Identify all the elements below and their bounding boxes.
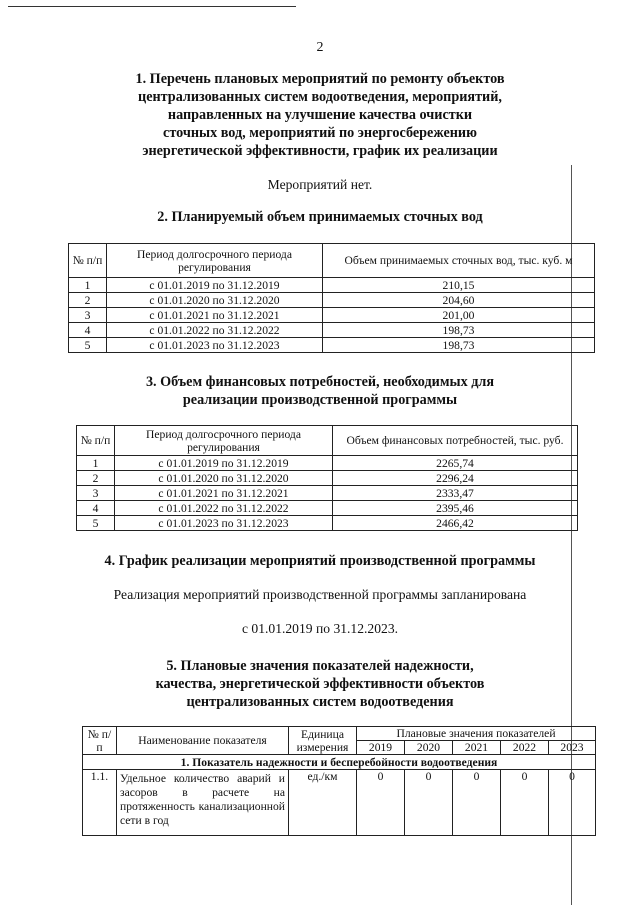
table-row bbox=[69, 308, 595, 323]
row-number: 2 bbox=[69, 293, 107, 308]
table-row bbox=[77, 456, 578, 471]
table-row bbox=[77, 501, 578, 516]
indicators-table bbox=[82, 726, 596, 836]
col-header-year: 2023 bbox=[549, 741, 596, 755]
row-number: 3 bbox=[69, 308, 107, 323]
header-rule bbox=[8, 6, 296, 7]
row-period: с 01.01.2022 по 31.12.2022 bbox=[107, 323, 323, 338]
section4-text-line1: Реализация мероприятий производственной программы запланирована bbox=[113, 587, 527, 602]
row-volume: 210,15 bbox=[323, 278, 595, 293]
table-row bbox=[69, 293, 595, 308]
section3-title-line: 3. Объем финансовых потребностей, необходимых для bbox=[145, 374, 495, 390]
row-period: с 01.01.2023 по 31.12.2023 bbox=[115, 516, 333, 531]
row-volume: 204,60 bbox=[323, 293, 595, 308]
table-row bbox=[83, 770, 596, 836]
row-finance: 2296,24 bbox=[333, 471, 578, 486]
group-header-reliability: 1. Показатель надежности и бесперебойности водоотведения bbox=[83, 755, 596, 770]
section1-title-line: 1. Перечень плановых мероприятий по ремонту объектов bbox=[135, 71, 505, 87]
row-period: с 01.01.2022 по 31.12.2022 bbox=[115, 501, 333, 516]
col-header-number: № п/п bbox=[83, 727, 117, 755]
section5-title-line: 5. Плановые значения показателей надежности, bbox=[166, 658, 474, 674]
col-header-period: Период долгосрочного периода регулирования bbox=[115, 426, 333, 456]
table-row bbox=[77, 486, 578, 501]
section5-title-line: качества, энергетической эффективности объектов bbox=[155, 676, 485, 692]
col-header-number: № п/п bbox=[69, 244, 107, 278]
col-header-period: Период долгосрочного периода регулирования bbox=[107, 244, 323, 278]
section1-text: Мероприятий нет. bbox=[267, 177, 373, 192]
section1-title-line: энергетической эффективности, график их реализации bbox=[142, 143, 498, 159]
section4-title bbox=[0, 552, 640, 570]
col-header-finance: Объем финансовых потребностей, тыс. руб. bbox=[333, 426, 578, 456]
row-number: 2 bbox=[77, 471, 115, 486]
financial-needs-table bbox=[76, 425, 578, 531]
section3-title bbox=[0, 373, 640, 409]
row-value-2023: 0 bbox=[549, 770, 596, 836]
row-value-2019: 0 bbox=[357, 770, 405, 836]
row-period: с 01.01.2019 по 31.12.2019 bbox=[107, 278, 323, 293]
row-value-2021: 0 bbox=[453, 770, 501, 836]
section5-title-line: централизованных систем водоотведения bbox=[186, 694, 454, 710]
row-period: с 01.01.2023 по 31.12.2023 bbox=[107, 338, 323, 353]
col-header-year: 2019 bbox=[357, 741, 405, 755]
section4-text-line2: с 01.01.2019 по 31.12.2023. bbox=[241, 621, 399, 636]
col-header-unit: Единица измерения bbox=[289, 727, 357, 755]
table-row bbox=[69, 338, 595, 353]
col-header-planned-values: Плановые значения показателей bbox=[357, 727, 596, 741]
row-period: с 01.01.2021 по 31.12.2021 bbox=[115, 486, 333, 501]
row-number: 4 bbox=[69, 323, 107, 338]
row-number: 3 bbox=[77, 486, 115, 501]
row-number: 5 bbox=[77, 516, 115, 531]
page-number: 2 bbox=[316, 40, 324, 55]
row-period: с 01.01.2020 по 31.12.2020 bbox=[115, 471, 333, 486]
row-finance: 2265,74 bbox=[333, 456, 578, 471]
row-number: 1.1. bbox=[83, 770, 117, 836]
col-header-indicator-name: Наименование показателя bbox=[117, 727, 289, 755]
row-number: 4 bbox=[77, 501, 115, 516]
section4-title-text: 4. График реализации мероприятий производственной программы bbox=[104, 553, 536, 569]
col-header-year: 2022 bbox=[501, 741, 549, 755]
row-finance: 2333,47 bbox=[333, 486, 578, 501]
row-finance: 2466,42 bbox=[333, 516, 578, 531]
row-volume: 201,00 bbox=[323, 308, 595, 323]
row-number: 5 bbox=[69, 338, 107, 353]
row-value-2022: 0 bbox=[501, 770, 549, 836]
row-volume: 198,73 bbox=[323, 338, 595, 353]
section2-title bbox=[0, 208, 640, 226]
row-finance: 2395,46 bbox=[333, 501, 578, 516]
section1-title-line: централизованных систем водоотведения, мероприятий, bbox=[138, 89, 502, 105]
table-row bbox=[69, 323, 595, 338]
table-row bbox=[77, 516, 578, 531]
table-row bbox=[77, 471, 578, 486]
section1-title bbox=[0, 70, 640, 160]
section1-title-line: сточных вод, мероприятий по энергосбережению bbox=[163, 125, 477, 141]
row-period: с 01.01.2020 по 31.12.2020 bbox=[107, 293, 323, 308]
row-number: 1 bbox=[69, 278, 107, 293]
row-volume: 198,73 bbox=[323, 323, 595, 338]
row-unit: ед./км bbox=[289, 770, 357, 836]
col-header-number: № п/п bbox=[77, 426, 115, 456]
section2-title-text: 2. Планируемый объем принимаемых сточных вод bbox=[157, 209, 483, 225]
col-header-volume: Объем принимаемых сточных вод, тыс. куб. м bbox=[323, 244, 595, 278]
col-header-year: 2021 bbox=[453, 741, 501, 755]
section1-title-line: направленных на улучшение качества очистки bbox=[167, 107, 473, 123]
row-number: 1 bbox=[77, 456, 115, 471]
row-period: с 01.01.2019 по 31.12.2019 bbox=[115, 456, 333, 471]
row-value-2020: 0 bbox=[405, 770, 453, 836]
row-period: с 01.01.2021 по 31.12.2021 bbox=[107, 308, 323, 323]
sewage-volume-table bbox=[68, 243, 595, 353]
table-row bbox=[69, 278, 595, 293]
section3-title-line: реализации производственной программы bbox=[182, 392, 458, 408]
row-indicator-name: Удельное количество аварий и засоров в расчете на протяженность канализационной сети в год bbox=[117, 770, 289, 836]
section5-title bbox=[0, 657, 640, 711]
col-header-year: 2020 bbox=[405, 741, 453, 755]
